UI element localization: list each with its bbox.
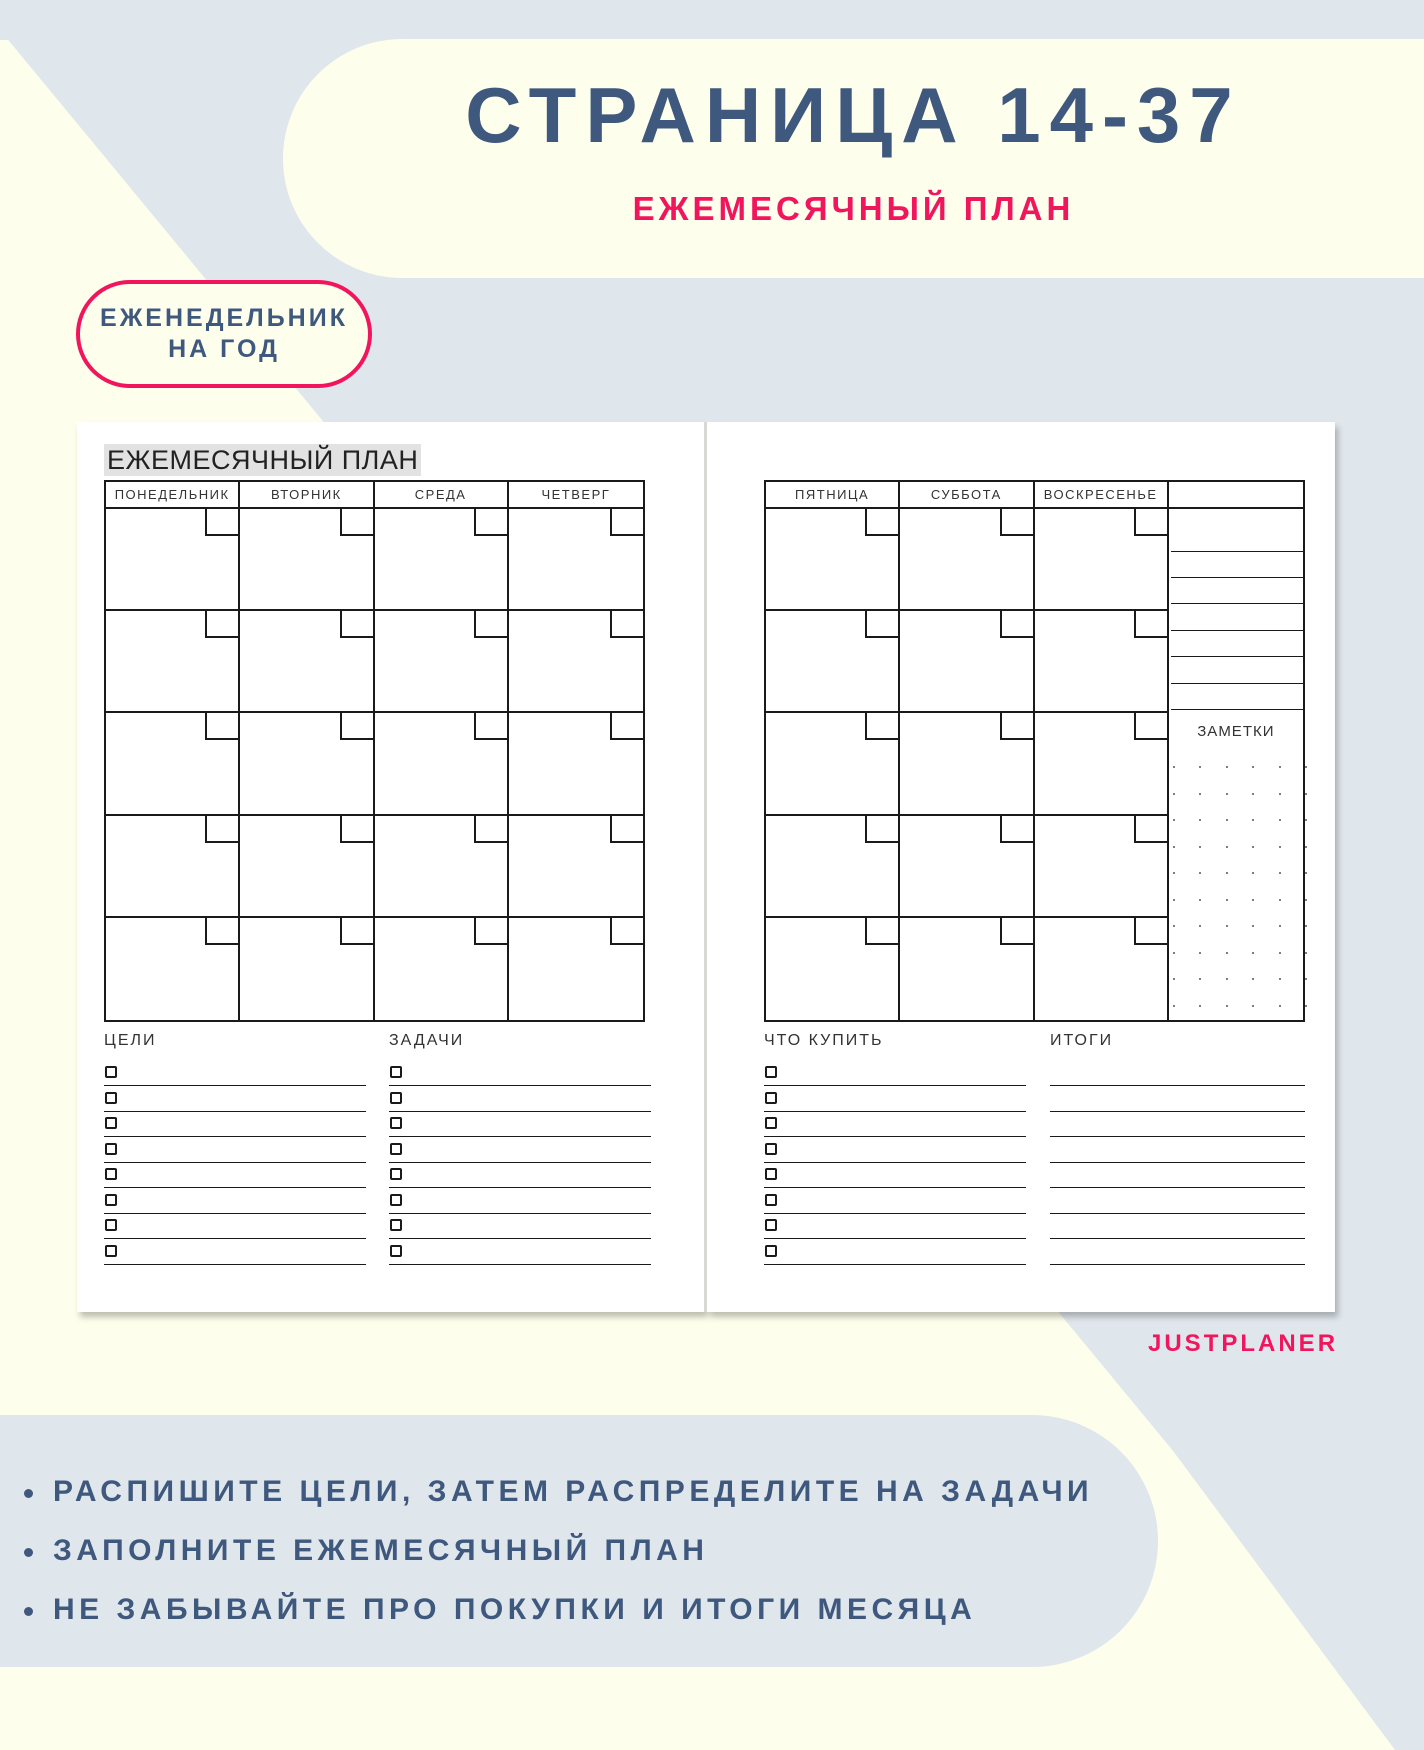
checkbox[interactable] bbox=[765, 1092, 777, 1104]
date-box[interactable] bbox=[865, 918, 898, 945]
bullet-dot bbox=[24, 1607, 33, 1616]
day-cell[interactable] bbox=[509, 611, 643, 713]
day-cell[interactable] bbox=[766, 816, 900, 918]
day-header: СРЕДА bbox=[375, 482, 509, 509]
date-box[interactable] bbox=[610, 918, 643, 945]
date-box[interactable] bbox=[865, 611, 898, 638]
date-box[interactable] bbox=[340, 918, 373, 945]
side-line bbox=[1171, 603, 1303, 604]
list-line[interactable] bbox=[764, 1162, 1026, 1188]
list-line[interactable] bbox=[389, 1188, 651, 1214]
badge-line-1: ЕЖЕНЕДЕЛЬНИК bbox=[100, 303, 348, 332]
list-line[interactable] bbox=[764, 1239, 1026, 1265]
month-grid-left bbox=[104, 480, 645, 1022]
checkbox[interactable] bbox=[390, 1219, 402, 1231]
side-line bbox=[1171, 630, 1303, 631]
date-box[interactable] bbox=[1134, 918, 1167, 945]
day-cell[interactable] bbox=[106, 611, 240, 713]
date-box[interactable] bbox=[865, 816, 898, 843]
list-line[interactable] bbox=[389, 1137, 651, 1163]
date-box[interactable] bbox=[1000, 509, 1033, 536]
day-cell[interactable] bbox=[509, 713, 643, 815]
date-box[interactable] bbox=[340, 509, 373, 536]
day-cell[interactable] bbox=[1035, 918, 1169, 1020]
checkbox[interactable] bbox=[390, 1245, 402, 1257]
day-cell[interactable] bbox=[240, 509, 374, 611]
day-cell[interactable] bbox=[1035, 611, 1169, 713]
day-header: ПЯТНИЦА bbox=[766, 482, 900, 509]
day-cell[interactable] bbox=[375, 918, 509, 1020]
day-cell[interactable] bbox=[766, 611, 900, 713]
planner-left-page bbox=[77, 422, 705, 1312]
date-box[interactable] bbox=[1134, 816, 1167, 843]
date-box[interactable] bbox=[865, 713, 898, 740]
shopping-label: ЧТО КУПИТЬ bbox=[764, 1032, 884, 1049]
checkbox[interactable] bbox=[105, 1245, 117, 1257]
list-line[interactable] bbox=[764, 1188, 1026, 1214]
page-title: СТРАНИЦА 14-37 bbox=[465, 71, 1242, 159]
day-cell[interactable] bbox=[900, 918, 1034, 1020]
checkbox[interactable] bbox=[105, 1092, 117, 1104]
list-line[interactable] bbox=[1050, 1111, 1305, 1137]
checkbox[interactable] bbox=[765, 1168, 777, 1180]
list-line[interactable] bbox=[389, 1111, 651, 1137]
product-badge bbox=[76, 280, 372, 388]
checkbox[interactable] bbox=[390, 1194, 402, 1206]
planner-title: ЕЖЕМЕСЯЧНЫЙ ПЛАН bbox=[104, 444, 421, 476]
checkbox[interactable] bbox=[105, 1219, 117, 1231]
day-header: ПОНЕДЕЛЬНИК bbox=[106, 482, 240, 509]
day-cell[interactable] bbox=[766, 713, 900, 815]
side-line bbox=[1171, 551, 1303, 552]
date-box[interactable] bbox=[474, 509, 507, 536]
date-box[interactable] bbox=[474, 816, 507, 843]
day-header: ВОСКРЕСЕНЬЕ bbox=[1035, 482, 1169, 509]
goals-label: ЦЕЛИ bbox=[104, 1032, 157, 1049]
page-subtitle: ЕЖЕМЕСЯЧНЫЙ ПЛАН bbox=[632, 190, 1075, 227]
list-line[interactable] bbox=[1050, 1239, 1305, 1265]
day-cell[interactable] bbox=[375, 611, 509, 713]
list-line[interactable] bbox=[104, 1060, 366, 1086]
list-line[interactable] bbox=[1050, 1188, 1305, 1214]
day-cell[interactable] bbox=[106, 509, 240, 611]
checkbox[interactable] bbox=[105, 1117, 117, 1129]
checkbox[interactable] bbox=[390, 1117, 402, 1129]
date-box[interactable] bbox=[610, 509, 643, 536]
list-line[interactable] bbox=[389, 1086, 651, 1112]
day-cell[interactable] bbox=[900, 713, 1034, 815]
day-cell[interactable] bbox=[509, 816, 643, 918]
list-line[interactable] bbox=[104, 1162, 366, 1188]
month-grid-right bbox=[764, 480, 1305, 1022]
day-cell[interactable] bbox=[1035, 509, 1169, 611]
date-box[interactable] bbox=[340, 611, 373, 638]
day-header: ВТОРНИК bbox=[240, 482, 374, 509]
tasks-label: ЗАДАЧИ bbox=[389, 1032, 465, 1049]
list-line[interactable] bbox=[764, 1086, 1026, 1112]
list-line[interactable] bbox=[104, 1086, 366, 1112]
instruction-item: ЗАПОЛНИТЕ ЕЖЕМЕСЯЧНЫЙ ПЛАН bbox=[24, 1521, 1093, 1580]
instruction-item: НЕ ЗАБЫВАЙТЕ ПРО ПОКУПКИ И ИТОГИ МЕСЯЦА bbox=[24, 1580, 1093, 1639]
side-line bbox=[1171, 709, 1303, 710]
list-line[interactable] bbox=[1050, 1060, 1305, 1086]
checkbox[interactable] bbox=[390, 1143, 402, 1155]
day-cell[interactable] bbox=[1035, 816, 1169, 918]
day-cell[interactable] bbox=[375, 713, 509, 815]
checkbox[interactable] bbox=[390, 1066, 402, 1078]
date-box[interactable] bbox=[1134, 611, 1167, 638]
date-box[interactable] bbox=[205, 918, 238, 945]
day-cell[interactable] bbox=[766, 918, 900, 1020]
list-line[interactable] bbox=[104, 1188, 366, 1214]
list-line[interactable] bbox=[764, 1213, 1026, 1239]
date-box[interactable] bbox=[340, 713, 373, 740]
day-cell[interactable] bbox=[509, 509, 643, 611]
checkbox[interactable] bbox=[390, 1168, 402, 1180]
date-box[interactable] bbox=[1000, 713, 1033, 740]
side-panel bbox=[1169, 509, 1303, 1020]
checkbox[interactable] bbox=[765, 1194, 777, 1206]
side-line bbox=[1171, 683, 1303, 684]
list-line[interactable] bbox=[389, 1213, 651, 1239]
book-spine bbox=[704, 422, 707, 1312]
date-box[interactable] bbox=[1134, 509, 1167, 536]
list-line[interactable] bbox=[764, 1060, 1026, 1086]
day-cell[interactable] bbox=[766, 509, 900, 611]
bullet-dot bbox=[24, 1489, 33, 1498]
instruction-item: РАСПИШИТЕ ЦЕЛИ, ЗАТЕМ РАСПРЕДЕЛИТЕ НА ЗАДАЧИ bbox=[24, 1462, 1093, 1521]
day-header: ЧЕТВЕРГ bbox=[509, 482, 643, 509]
results-label: ИТОГИ bbox=[1050, 1032, 1114, 1049]
date-box[interactable] bbox=[205, 816, 238, 843]
date-box[interactable] bbox=[865, 509, 898, 536]
day-cell[interactable] bbox=[106, 918, 240, 1020]
day-cell[interactable] bbox=[106, 713, 240, 815]
side-line bbox=[1171, 577, 1303, 578]
checkbox[interactable] bbox=[105, 1143, 117, 1155]
checkbox[interactable] bbox=[765, 1143, 777, 1155]
day-cell[interactable] bbox=[106, 816, 240, 918]
day-cell[interactable] bbox=[375, 816, 509, 918]
checkbox[interactable] bbox=[105, 1168, 117, 1180]
list-line[interactable] bbox=[104, 1239, 366, 1265]
checkbox[interactable] bbox=[390, 1092, 402, 1104]
checkbox[interactable] bbox=[765, 1245, 777, 1257]
list-line[interactable] bbox=[764, 1137, 1026, 1163]
date-box[interactable] bbox=[205, 509, 238, 536]
brand-name: JUSTPLANER bbox=[1148, 1330, 1339, 1357]
checkbox[interactable] bbox=[105, 1194, 117, 1206]
day-cell[interactable] bbox=[900, 509, 1034, 611]
checkbox[interactable] bbox=[765, 1117, 777, 1129]
notes-label: ЗАМЕТКИ bbox=[1197, 723, 1275, 740]
date-box[interactable] bbox=[205, 713, 238, 740]
day-cell[interactable] bbox=[375, 509, 509, 611]
list-line[interactable] bbox=[104, 1111, 366, 1137]
list-line[interactable] bbox=[764, 1111, 1026, 1137]
date-box[interactable] bbox=[474, 713, 507, 740]
day-cell[interactable] bbox=[240, 918, 374, 1020]
list-line[interactable] bbox=[389, 1060, 651, 1086]
date-box[interactable] bbox=[1134, 713, 1167, 740]
date-box[interactable] bbox=[474, 611, 507, 638]
date-box[interactable] bbox=[1000, 611, 1033, 638]
list-line[interactable] bbox=[104, 1137, 366, 1163]
list-line[interactable] bbox=[1050, 1137, 1305, 1163]
date-box[interactable] bbox=[1000, 918, 1033, 945]
day-cell[interactable] bbox=[1035, 713, 1169, 815]
list-line[interactable] bbox=[1050, 1086, 1305, 1112]
day-cell[interactable] bbox=[240, 816, 374, 918]
list-line[interactable] bbox=[1050, 1213, 1305, 1239]
day-header: СУББОТА bbox=[900, 482, 1034, 509]
list-line[interactable] bbox=[389, 1239, 651, 1265]
date-box[interactable] bbox=[1000, 816, 1033, 843]
list-line[interactable] bbox=[389, 1162, 651, 1188]
badge-line-2: НА ГОД bbox=[168, 335, 280, 363]
day-header-blank bbox=[1169, 482, 1303, 509]
date-box[interactable] bbox=[205, 611, 238, 638]
date-box[interactable] bbox=[610, 816, 643, 843]
bullet-dot bbox=[24, 1548, 33, 1557]
day-cell[interactable] bbox=[509, 918, 643, 1020]
day-cell[interactable] bbox=[900, 816, 1034, 918]
day-cell[interactable] bbox=[240, 713, 374, 815]
planner-right-page bbox=[707, 422, 1335, 1312]
date-box[interactable] bbox=[474, 918, 507, 945]
instructions-list bbox=[24, 1462, 1093, 1639]
date-box[interactable] bbox=[340, 816, 373, 843]
checkbox[interactable] bbox=[765, 1066, 777, 1078]
date-box[interactable] bbox=[610, 611, 643, 638]
list-line[interactable] bbox=[104, 1213, 366, 1239]
checkbox[interactable] bbox=[765, 1219, 777, 1231]
list-line[interactable] bbox=[1050, 1162, 1305, 1188]
day-cell[interactable] bbox=[240, 611, 374, 713]
side-line bbox=[1171, 656, 1303, 657]
day-cell[interactable] bbox=[900, 611, 1034, 713]
date-box[interactable] bbox=[610, 713, 643, 740]
checkbox[interactable] bbox=[105, 1066, 117, 1078]
